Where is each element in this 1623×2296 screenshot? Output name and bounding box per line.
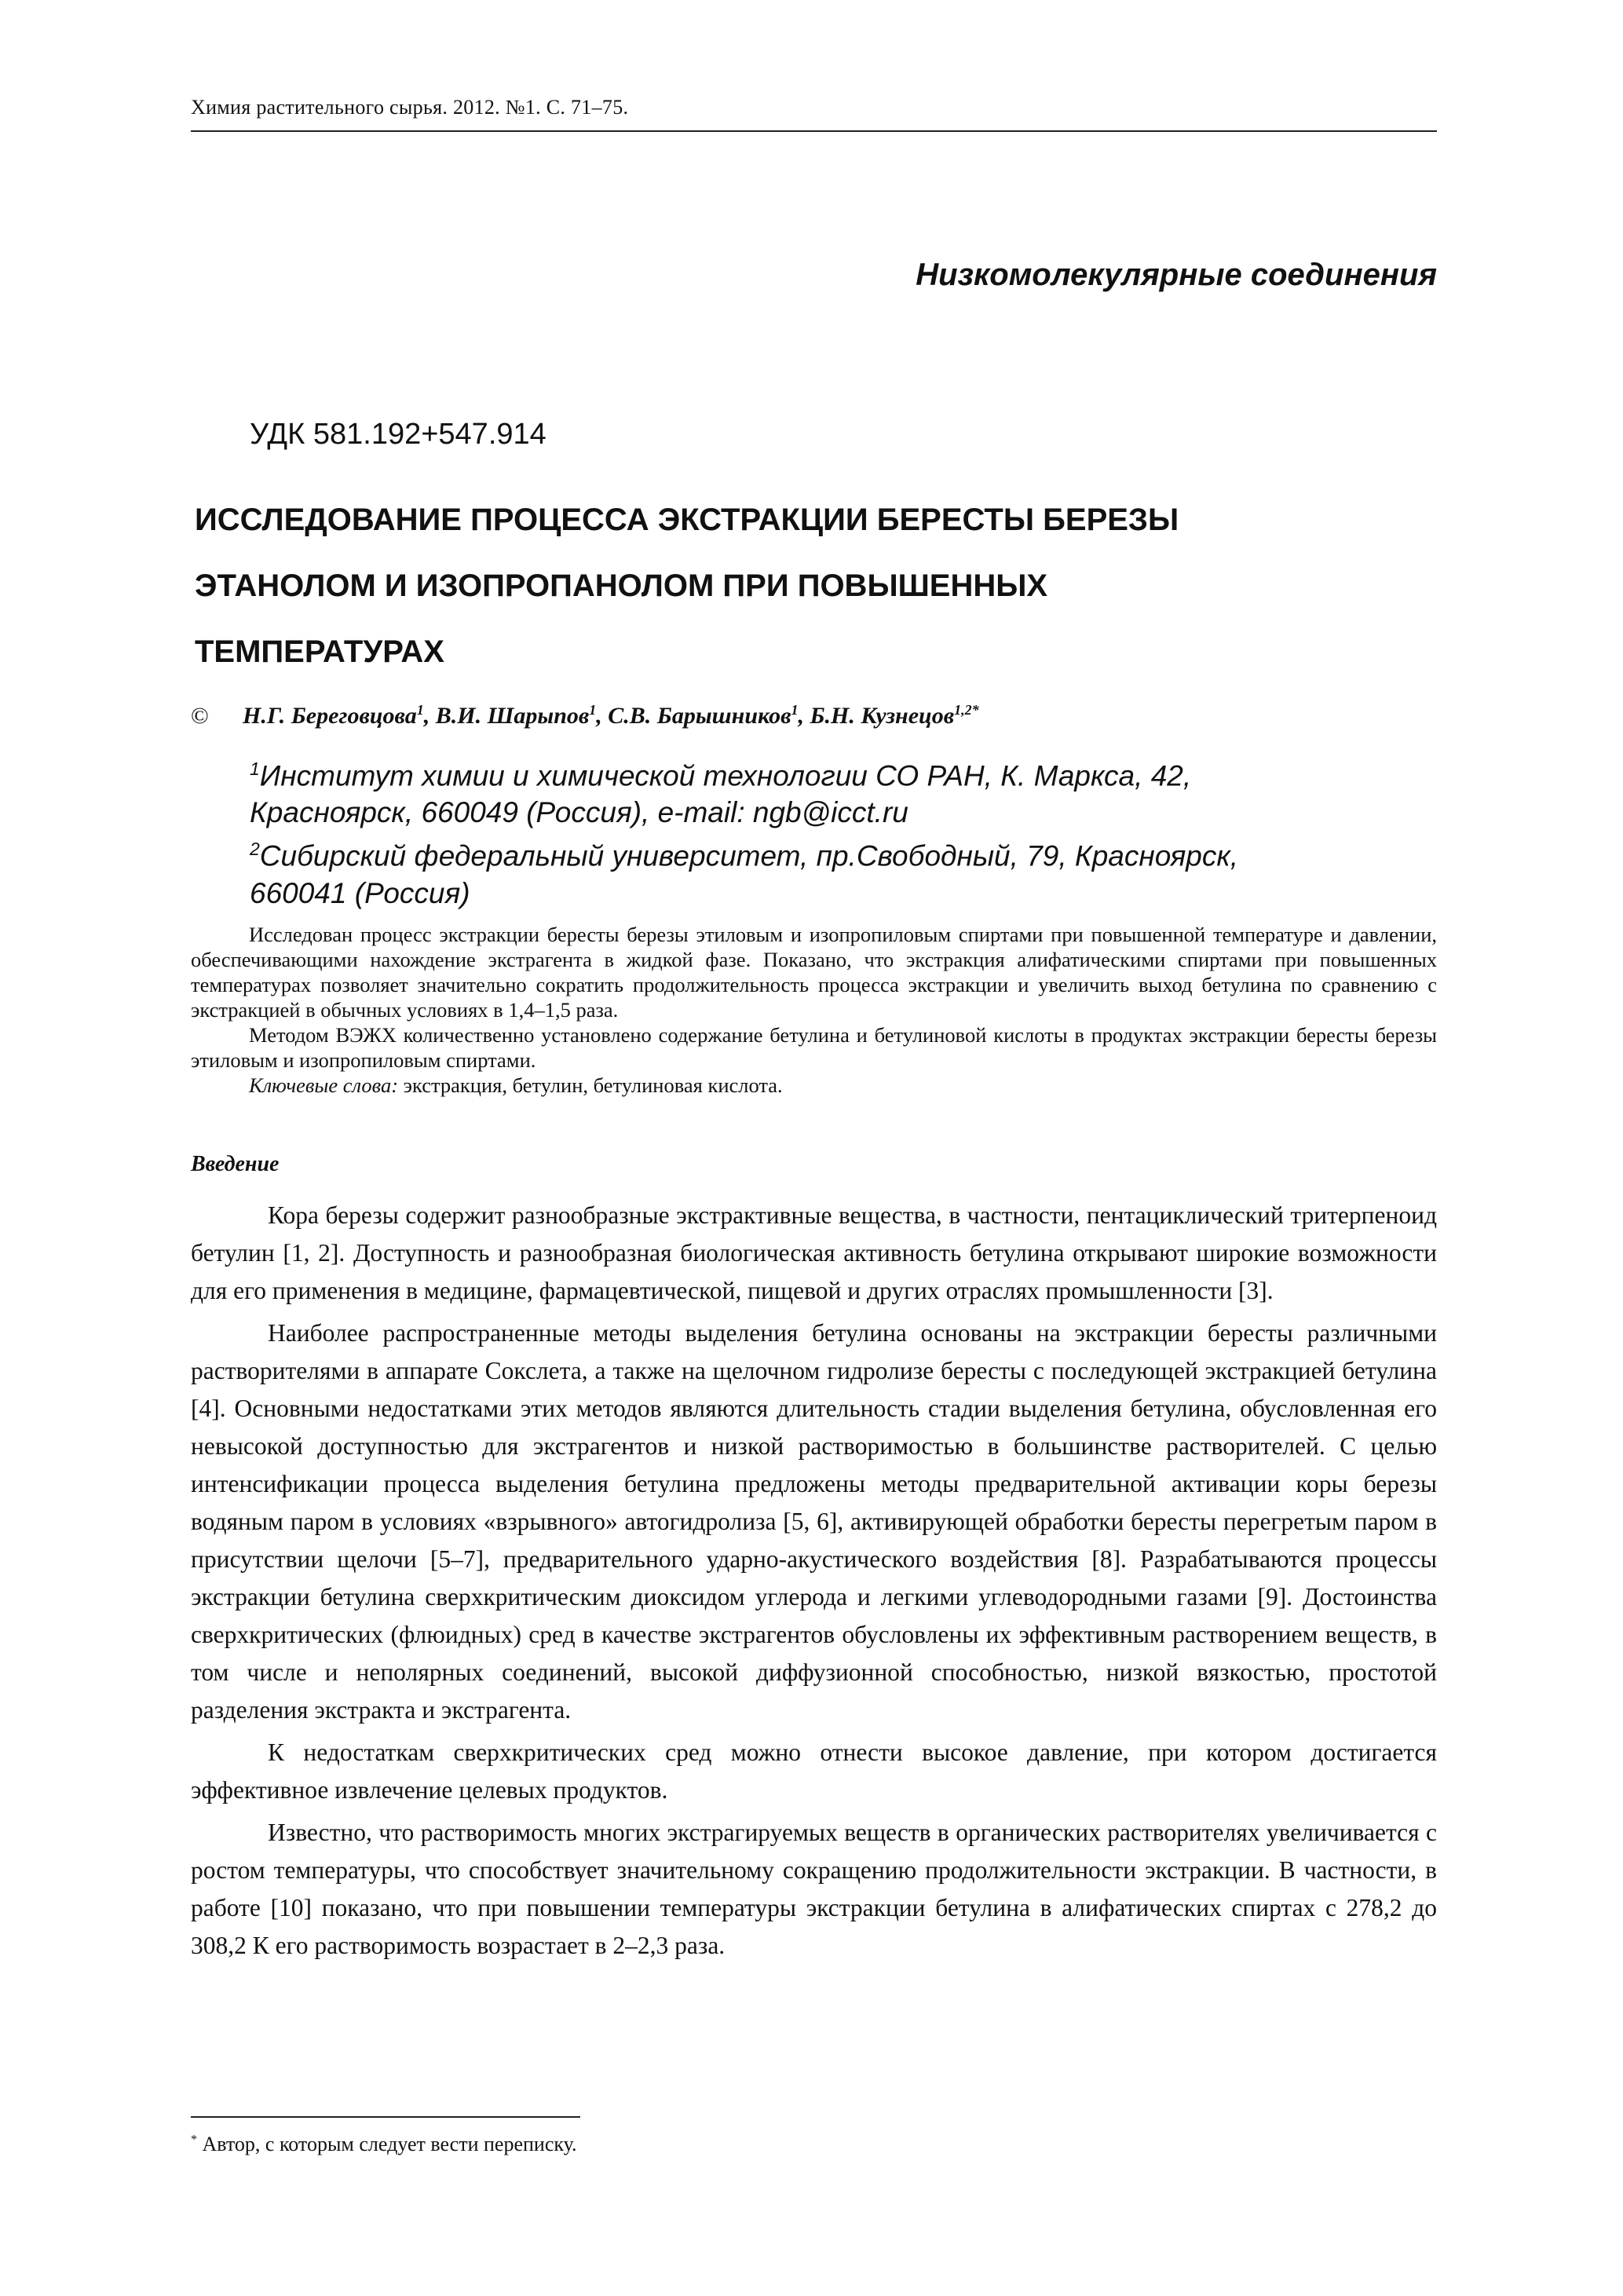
body-paragraph: К недостаткам сверхкритических сред можно отнести высокое давление, при котором достигается эффективное извлечение целевых продуктов.: [191, 1738, 1437, 1804]
affiliation-mark: 1: [250, 759, 260, 779]
footnote: [191, 2133, 577, 2156]
author-separator: ,: [596, 703, 609, 729]
footnote-text: Автор, с которым следует вести переписку.: [197, 2133, 577, 2155]
article-title: [195, 487, 1451, 685]
body-paragraph: Кора березы содержит разнообразные экстрактивные вещества, в частности, пентациклический тритерпеноид бетулин [1, 2]. Доступность и разнообразная биологическая активность бетулина открывают широкие возможности для его применения в медицине, фармацевтической, пищевой и других отраслях промышленности [3].: [191, 1201, 1437, 1304]
author-list: [243, 703, 979, 729]
title-line: ИССЛЕДОВАНИЕ ПРОЦЕССА ЭКСТРАКЦИИ БЕРЕСТЫ БЕРЕЗЫ: [195, 503, 1179, 537]
author-affiliation-mark: 1: [589, 702, 597, 718]
abstract-paragraph: Методом ВЭЖХ количественно установлено содержание бетулина и бетулиновой кислоты в продуктах экстракции бересты березы этиловым и изопропиловым спиртами.: [191, 1023, 1437, 1072]
copyright-symbol: ©: [191, 703, 209, 729]
intro-body: [191, 1197, 1437, 1969]
running-head: Химия растительного сырья. 2012. №1. С. 71–75.: [191, 96, 629, 119]
footnote-rule: [191, 2116, 580, 2118]
keywords: [191, 1073, 1437, 1098]
author-name: С.В. Барышников: [608, 703, 791, 729]
keywords-label: Ключевые слова:: [249, 1073, 399, 1097]
affiliation-1-line-2: Красноярск, 660049 (Россия), e-mail: ngb@icct.ru: [250, 796, 908, 829]
affiliation-1-line-1: $^1$Институт химии и химической технологии СО РАН, К. Маркса, 42,: [250, 759, 1192, 792]
author-name: В.И. Шарыпов: [435, 703, 590, 729]
affiliation-2-line-1: $^2$Сибирский федеральный университет, пр.Свободный, 79, Красноярск,: [250, 839, 1239, 872]
author-separator: ,: [798, 703, 810, 729]
author-affiliation-mark: 1,2*: [954, 702, 979, 718]
section-label: Низкомолекулярные соединения: [916, 258, 1437, 292]
affiliations: [250, 751, 1427, 912]
author-affiliation-mark: 1: [416, 702, 424, 718]
title-line: ТЕМПЕРАТУРАХ: [195, 634, 444, 669]
author-name: Б.Н. Кузнецов: [810, 703, 955, 729]
affiliation-2-line-2: 660041 (Россия): [250, 876, 470, 909]
body-paragraph: Наиболее распространенные методы выделения бетулина основаны на экстракции бересты различными растворителями в аппарате Сокслета, а также на щелочном гидролизе бересты с последующей экстракцией бетулина [4]. Основными недостатками этих методов являются длительность стадии выделения бетулина, обусловленная его невысокой доступностью для экстрагентов и низкой растворимостью в большинстве растворителей. С целью интенсификации процесса выделения бетулина предложены методы предварительной активации коры березы водяным паром в условиях «взрывного» автогидролиза [5, 6], активирующей обработки бересты перегретым паром в присутствии щелочи [5–7], предварительного ударно-акустического воздействия [8]. Разрабатываются процессы экстракции бетулина сверхкритическим диоксидом углерода и легкими углеводородными газами [9]. Достоинства сверхкритических (флюидных) сред в качестве экстрагентов обусловлены их эффективным растворением веществ, в том числе и неполярных соединений, высокой диффузионной способностью, низкой вязкостью, простотой разделения экстракта и экстрагента.: [191, 1319, 1437, 1724]
section-heading: Введение: [191, 1152, 280, 1176]
author-name: Н.Г. Береговцова: [243, 703, 417, 729]
title-line: ЭТАНОЛОМ И ИЗОПРОПАНОЛОМ ПРИ ПОВЫШЕННЫХ: [195, 569, 1048, 603]
body-paragraph: Известно, что растворимость многих экстрагируемых веществ в органических растворителях увеличивается с ростом температуры, что способствует значительному сокращению продолжительности экстракции. В частности, в работе [10] показано, что при повышении температуры экстракции бетулина в алифатических спиртах с 278,2 до 308,2 К его растворимость возрастает в 2–2,3 раза.: [191, 1819, 1437, 1959]
abstract-paragraph: Исследован процесс экстракции бересты березы этиловым и изопропиловым спиртами при повышенной температуре и давлении, обеспечивающими нахождение экстрагента в жидкой фазе. Показано, что экстракция алифатическими спиртами при повышенных температурах позволяет значительно сократить продолжительность процесса экстракции и увеличить выход бетулина по сравнению с экстракцией в обычных условиях в 1,4–1,5 раза.: [191, 923, 1437, 1022]
abstract: [191, 922, 1437, 1098]
header-rule: [191, 130, 1437, 132]
affiliation-mark: 2: [250, 839, 260, 860]
author-affiliation-mark: 1: [791, 702, 799, 718]
author-separator: ,: [423, 703, 436, 729]
footnote-mark: *: [191, 2133, 197, 2147]
authors-line: [191, 702, 979, 729]
udk-code: УДК 581.192+547.914: [250, 418, 546, 451]
keywords-list: экстракция, бетулин, бетулиновая кислота.: [398, 1073, 783, 1097]
